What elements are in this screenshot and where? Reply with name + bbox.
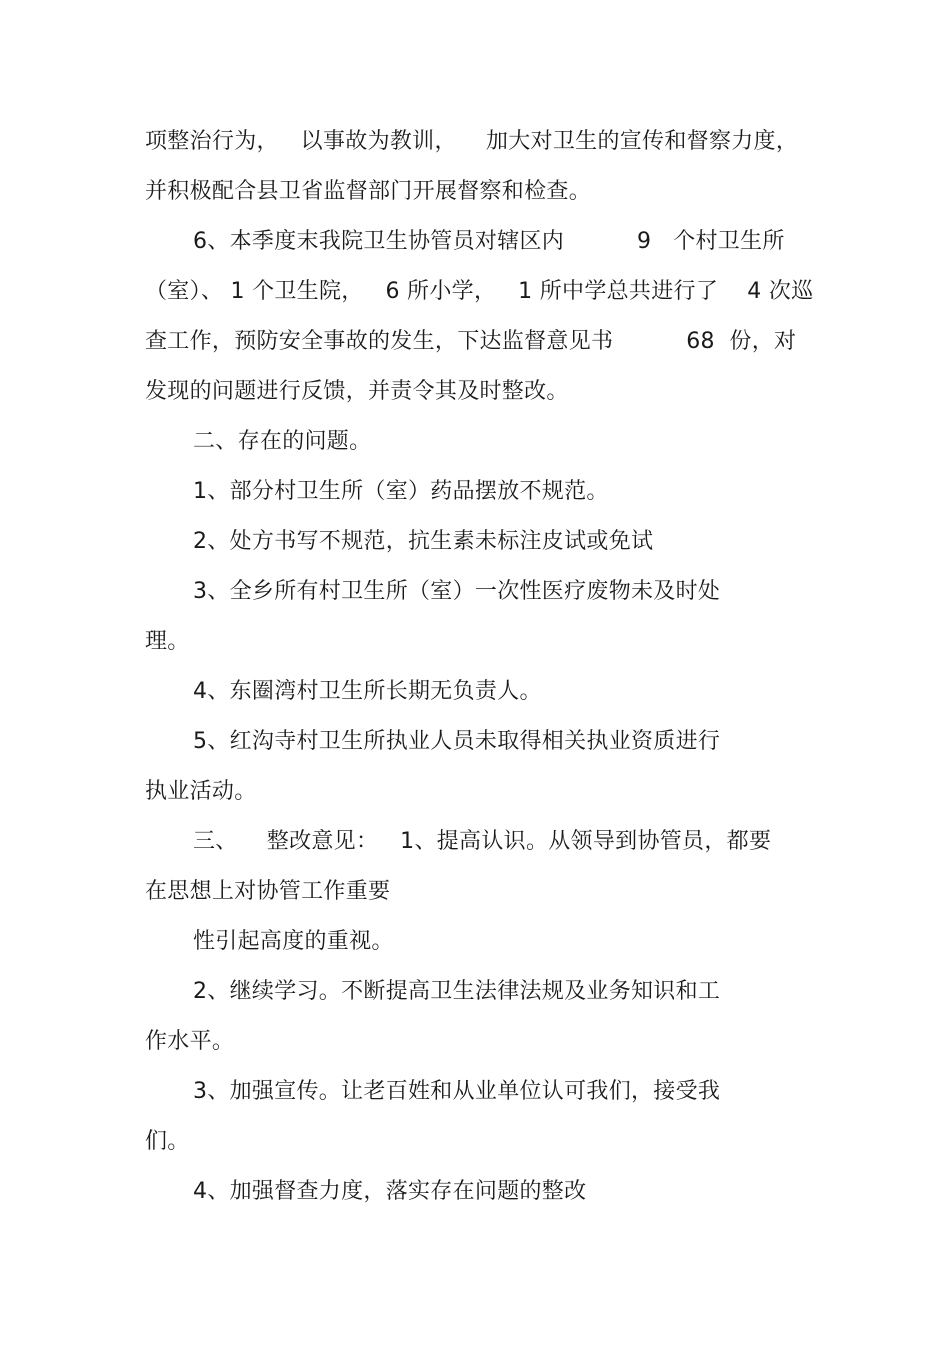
text-line-13: 5、红沟寺村卫生所执业人员未取得相关执业资质进行 (193, 729, 721, 754)
text-line-14: 执业活动。 (145, 779, 257, 804)
text-line-3: 6、本季度末我院卫生协管员对辖区内 9 个村卫生所 (193, 229, 785, 254)
section-heading-problems: 二、存在的问题。 (193, 429, 372, 454)
text-line-11: 理。 (145, 629, 190, 654)
text-line-18: 2、继续学习。不断提高卫生法律法规及业务知识和工 (193, 979, 721, 1004)
text-line-16: 在思想上对协管工作重要 (145, 879, 391, 904)
text-line-1: 项整治行为， 以事故为教训， 加大对卫生的宣传和督察力度， (145, 129, 799, 154)
text-line-12: 4、东圈湾村卫生所长期无负责人。 (193, 679, 542, 704)
text-line-8: 1、部分村卫生所（室）药品摆放不规范。 (193, 479, 609, 504)
text-line-10: 3、全乡所有村卫生所（室）一次性医疗废物未及时处 (193, 579, 721, 604)
text-line-2: 并积极配合县卫省监督部门开展督察和检查。 (145, 179, 592, 204)
section-heading-rectification: 三、 整改意见： 1、提高认识。从领导到协管员，都要 (193, 829, 772, 854)
text-line-17: 性引起高度的重视。 (193, 929, 394, 954)
text-line-19: 作水平。 (145, 1029, 235, 1054)
text-line-21: 们。 (145, 1129, 190, 1154)
text-line-9: 2、处方书写不规范，抗生素未标注皮试或免试 (193, 529, 654, 554)
text-line-4: （室）、 1 个卫生院， 6 所小学， 1 所中学总共进行了 4 次巡 (145, 279, 814, 304)
text-line-20: 3、加强宣传。让老百姓和从业单位认可我们，接受我 (193, 1079, 721, 1104)
text-line-22: 4、加强督查力度，落实存在问题的整改 (193, 1179, 587, 1204)
text-line-5: 查工作，预防安全事故的发生，下达监督意见书 68 份，对 (145, 329, 797, 354)
text-line-6: 发现的问题进行反馈，并责令其及时整改。 (145, 379, 569, 404)
